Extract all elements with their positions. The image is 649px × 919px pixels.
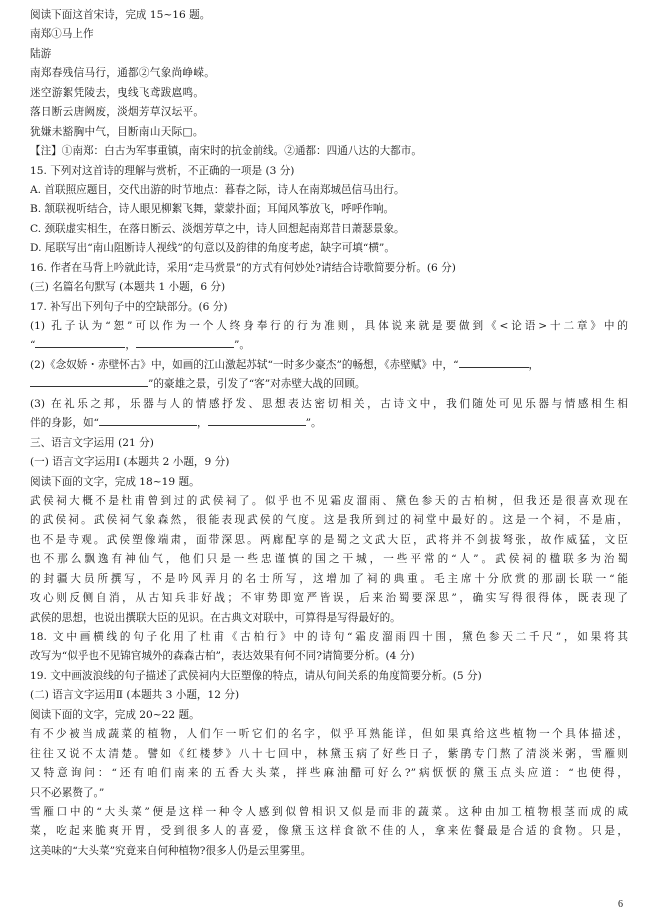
text-line: C. 颈联虚实相生，在落日断云、淡烟芳草之中，诗人回想起南郑昔日萧瑟景象。 — [30, 222, 405, 235]
text-line: 这美味的“大头菜”究竟来自何种植物?很多人仍是云里雾里。 — [30, 844, 312, 857]
document-page — [30, 6, 628, 861]
text-line: 往往又说不太清楚。譬如《红楼梦》八十七回中，林黛玉病了好些日子，紫鹃专门熬了清淡米粥，雪雁则 — [30, 747, 628, 760]
text-line: 南郑①马上作 — [30, 28, 94, 41]
text-segment: ， — [196, 417, 208, 430]
answer-blank[interactable] — [136, 337, 234, 348]
text-line: (一) 语言文字运用Ⅰ (本题共 2 小题，9 分) — [30, 456, 230, 469]
text-line: 19. 文中画波浪线的句子描述了武侯祠内大臣塑像的特点，请从句间关系的角度简要分析。(5 分) — [30, 669, 482, 682]
text-segment: ”。 — [234, 339, 251, 352]
text-line: A. 首联照应题目，交代出游的时节地点：暮春之际，诗人在南郑城邑信马出行。 — [30, 183, 405, 196]
text-line: 16. 作者在马背上吟就此诗，采用“走马赏景”的方式有何妙处?请结合诗歌简要分析。(6 分) — [30, 261, 456, 274]
text-line: 陆游 — [30, 47, 52, 60]
text-line: 菜，吃起来脆爽开胃，受到很多人的喜爱，像黛玉这样食欲不佳的人，拿来佐餐最是合适的食物。只是， — [30, 825, 628, 838]
text-line: 【注】①南郑：白古为军事重镇，南宋时的抗金前线。②通都：四通八达的大都市。 — [30, 145, 422, 158]
text-line — [30, 336, 628, 355]
text-segment: ， — [528, 358, 540, 371]
text-line: 三、语言文字运用 (21 分) — [30, 436, 154, 449]
answer-blank[interactable] — [208, 415, 306, 426]
text-line: 阅读下面的文字，完成 20~22 题。 — [30, 708, 200, 721]
text-segment: ”。 — [305, 417, 322, 430]
text-line: B. 颔联视听结合，诗人眼见柳絮飞舞，蒙蒙扑面；耳闻风筝放飞，呼呼作响。 — [30, 203, 395, 216]
answer-blank[interactable] — [99, 415, 197, 426]
text-line: 迷空游絮凭陵去，曳线飞鸢跋扈鸣。 — [30, 86, 205, 99]
text-line: 有不少被当成蔬菜的植物，人们乍一听它们的名字，似乎耳熟能详，但如果真给这些植物一个具体描述， — [30, 728, 628, 741]
text-line: (3) 在礼乐之邦，乐器与人的情感抒发、思想表达密切相关，古诗文中，我们随处可见乐器与情感相生相 — [30, 397, 628, 410]
text-segment: ， — [125, 339, 137, 352]
text-line: 落日断云唐阙废，淡烟芳草汉坛平。 — [30, 106, 205, 119]
text-line: 的武侯祠。武侯祠气象森然，很能表现武侯的气度。这是我所到过的祠堂中最好的。这是一个祠，不是庙， — [30, 514, 628, 527]
text-line: 阅读下面的文字，完成 18~19 题。 — [30, 475, 200, 488]
text-segment: ”的豪雄之景，引发了“客”对赤壁大战的回顾。 — [148, 378, 366, 391]
answer-blank[interactable] — [30, 376, 148, 387]
text-line: 武侯祠大概不是杜甫曾到过的武侯祠了。似乎也不见霜皮溜雨、黛色参天的古柏树，但我还是很喜欢现在 — [30, 494, 628, 507]
text-line: 阅读下面这首宋诗，完成 15~16 题。 — [30, 9, 211, 21]
text-line: 攻心则反侧自消，从古知兵非好战；不审势即宽严皆误，后来治蜀要深思”，确实写得很得体，既表现了 — [30, 592, 628, 605]
page-number: 6 — [618, 899, 623, 910]
text-line: (1) 孔子认为“恕”可以作为一个人终身奉行的行为准则，具体说来就是要做到《<论语>十二章》中的 — [30, 320, 628, 332]
text-line: 的封疆大员所撰写，不是吟风弄月的名士所写，这增加了祠的典重。毛主席十分欣赏的那副长联一“能 — [30, 572, 628, 585]
text-line: 只不必累赘了。” — [30, 786, 105, 799]
text-segment: (2)《念奴娇・赤壁怀古》中，如画的江山激起苏轼“一时多少豪杰”的畅想，《赤壁赋》中，“ — [30, 358, 459, 371]
text-line: 17. 补写出下列句子中的空缺部分。(6 分) — [30, 300, 228, 313]
text-line: (二) 语言文字运用Ⅱ (本题共 3 小题，12 分) — [30, 689, 240, 702]
text-line: 15. 下列对这首诗的理解与赏析，不正确的一项是 (3 分) — [30, 164, 295, 177]
text-line: 也不那么飘逸有神仙气，他们只是一些忠谨慎的国之干城，一些平常的“人”。武侯祠的楹联多为治蜀 — [30, 553, 628, 566]
text-line — [30, 356, 628, 375]
text-line: 18. 文中画横线的句子化用了杜甫《古柏行》中的诗句“霜皮溜雨四十围，黛色参天二千尺”，如果将其 — [30, 631, 628, 643]
text-line: 改写为“似乎也不见锦官城外的森森古柏”，表达效果有何不同?请简要分析。(4 分) — [30, 650, 415, 663]
text-line: 又特意询问：“还有咱们南来的五香大头菜，拌些麻油醋可好么?”病恹恹的黛玉点头应道：“也使得， — [30, 767, 628, 780]
text-line: 南郑春残信马行，通都②气象尚峥嵘。 — [30, 67, 216, 80]
text-line: 犹嫌未豁胸中气，目断南山天际□。 — [30, 125, 204, 138]
text-segment: 伴的身影，如“ — [30, 417, 99, 430]
text-segment: “ — [30, 339, 36, 352]
answer-blank[interactable] — [459, 357, 529, 368]
text-line: D. 尾联写出“南山阻断诗人视线”的句意以及韵律的角度考虑，缺字可填“横”。 — [30, 242, 395, 255]
text-line: 雪雁口中的“大头菜”便是这样一种令人感到似曾相识又似是而非的蔬菜。这种由加工植物根茎而成的咸 — [30, 805, 628, 818]
text-line — [30, 375, 628, 394]
text-line: 武侯的思想，也说出撰联大臣的见识。在古典文对联中，可算得是写得最好的。 — [30, 611, 401, 624]
answer-blank[interactable] — [35, 337, 125, 348]
text-line: 也不是寺观。武侯塑像端肃，面带深思。两廊配享的是蜀之文武大臣，武将并不剑拔弩张，故作威猛，文臣 — [30, 533, 628, 546]
text-line — [30, 414, 628, 433]
text-line: (三) 名篇名句默写 (本题共 1 小题，6 分) — [30, 281, 226, 294]
